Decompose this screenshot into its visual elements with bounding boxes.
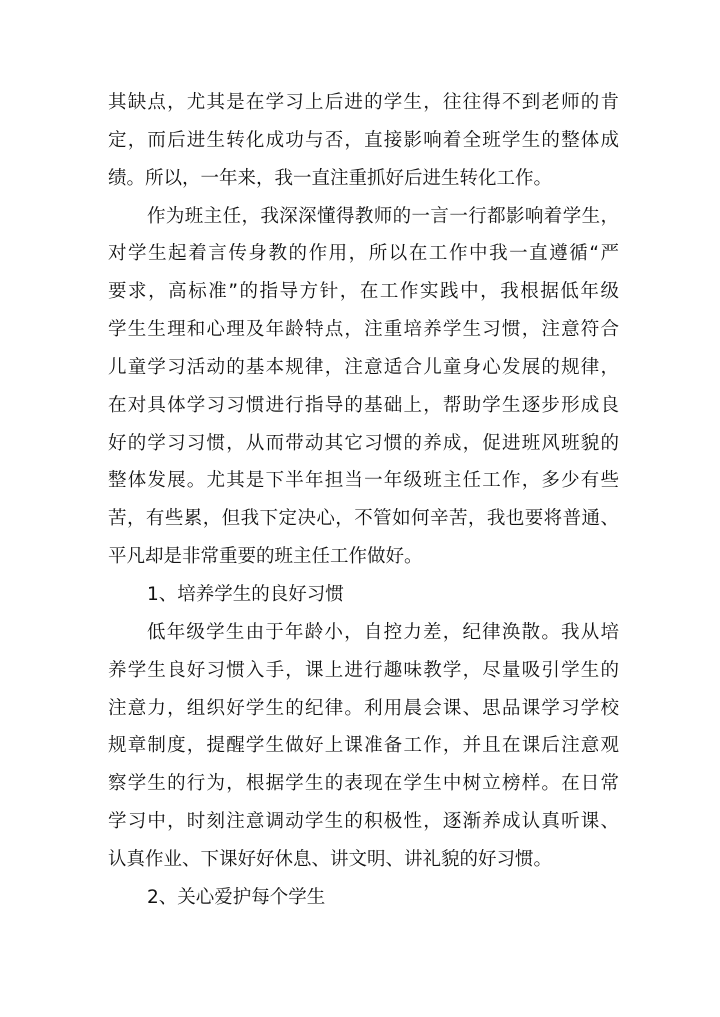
text-line: 察学生的行为，根据学生的表现在学生中树立榜样。在日常 [108, 773, 619, 795]
text-line: 绩。所以，一年来，我一直注重抓好后进生转化工作。 [108, 167, 553, 189]
text-line: 对学生起着言传身教的作用，所以在工作中我一直遵循“严 [108, 243, 619, 265]
text-line: 好的学习习惯，从而带动其它习惯的养成，促进班风班貌的 [108, 432, 619, 454]
text-line: 要求，高标准”的指导方针，在工作实践中，我根据低年级 [108, 281, 619, 303]
section-heading [108, 576, 619, 614]
section-heading [108, 879, 619, 917]
text-line: 学生生理和心理及年龄特点，注重培养学生习惯，注意符合 [108, 319, 619, 341]
heading-text: 2、关心爱护每个学生 [147, 886, 326, 908]
text-line: 注意力，组织好学生的纪律。利用晨会课、思品课学习学校 [108, 697, 619, 719]
text-line: 儿童学习活动的基本规律，注意适合儿童身心发展的规律， [108, 356, 619, 378]
paragraph [108, 198, 619, 576]
text-line: 养学生良好习惯入手，课上进行趣味教学，尽量吸引学生的 [108, 659, 619, 681]
text-line: 作为班主任，我深深懂得教师的一言一行都影响着学生， [147, 205, 619, 227]
text-line: 低年级学生由于年龄小，自控力差，纪律涣散。我从培 [147, 621, 619, 643]
document-page [108, 84, 619, 917]
text-line: 规章制度，提醒学生做好上课准备工作，并且在课后注意观 [108, 735, 619, 757]
heading-text: 1、培养学生的良好习惯 [147, 583, 344, 605]
text-line: 在对具体学习习惯进行指导的基础上，帮助学生逐步形成良 [108, 394, 619, 416]
text-line: 其缺点，尤其是在学习上后进的学生，往往得不到老师的肯 [108, 92, 619, 113]
text-line: 苦，有些累，但我下定决心，不管如何辛苦，我也要将普通、 [108, 508, 619, 530]
text-line: 整体发展。尤其是下半年担当一年级班主任工作，多少有些 [108, 470, 619, 492]
text-line: 定，而后进生转化成功与否，直接影响着全班学生的整体成 [108, 129, 619, 151]
text-line: 认真作业、下课好好休息、讲文明、讲礼貌的好习惯。 [108, 848, 553, 870]
text-line: 学习中，时刻注意调动学生的积极性，逐渐养成认真听课、 [108, 811, 619, 833]
paragraph [108, 84, 619, 198]
text-line: 平凡却是非常重要的班主任工作做好。 [108, 546, 423, 568]
paragraph [108, 614, 619, 879]
